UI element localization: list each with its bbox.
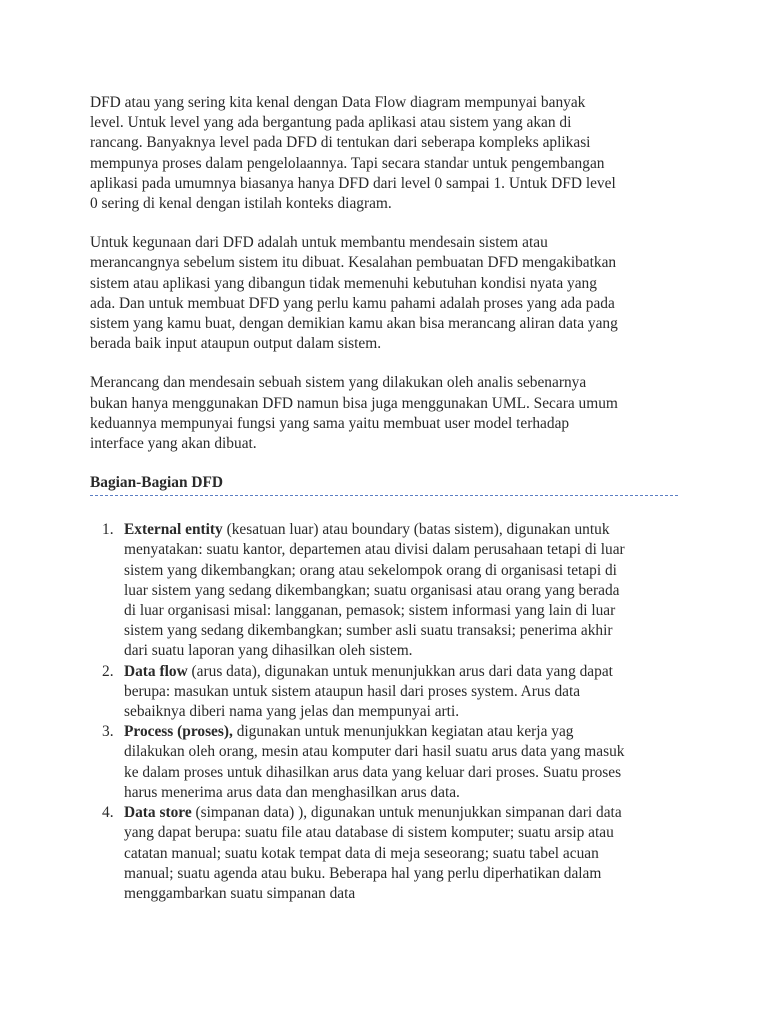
list-item (90, 803, 690, 904)
dfd-components-list (90, 520, 690, 904)
paragraph-2 (90, 233, 690, 354)
list-item-description: digunakan untuk menunjukkan kegiatan atau kerja yag (232, 723, 574, 741)
list-item-term: External entity (124, 521, 223, 539)
list-item (90, 520, 690, 661)
list-item-number: 1. (102, 521, 114, 539)
paragraph-line: DFD atau yang sering kita kenal dengan Data Flow diagram mempunyai banyak (90, 94, 586, 111)
list-item-line: menggambarkan suatu simpanan data (124, 884, 356, 902)
body-paragraphs (90, 93, 690, 454)
paragraph-line: 0 sering di kenal dengan istilah konteks diagram. (90, 195, 392, 213)
list-item-number: 3. (102, 723, 114, 741)
list-item-first-line (124, 722, 690, 742)
list-item-term: Data flow (124, 662, 188, 680)
paragraph-line: ada. Dan untuk membuat DFD yang perlu kamu pahami adalah proses yang ada pada (90, 294, 615, 312)
list-item-line: dilakukan oleh orang, mesin atau komputer dari hasil suatu arus data yang masuk (124, 743, 625, 761)
list-item-line: di luar organisasi misal: langganan, pemasok; sistem informasi yang lain di luar (124, 602, 616, 620)
list-item-description: (simpanan data) ), digunakan untuk menunjukkan simpanan dari data (191, 804, 622, 822)
list-item-line: ke dalam proses untuk dihasilkan arus data yang keluar dari proses. Suatu proses (124, 763, 622, 781)
paragraph-line: sistem atau aplikasi yang dibangun tidak memenuhi kebutuhan kondisi nyata yang (90, 274, 597, 292)
paragraph-line: berada baik input ataupun output dalam sistem. (90, 335, 382, 353)
paragraph-line: aplikasi pada umumnya biasanya hanya DFD dari level 0 sampai 1. Untuk DFD level (90, 174, 616, 192)
paragraph-line: Merancang dan mendesain sebuah sistem yang dilakukan oleh analis sebenarnya (90, 374, 587, 392)
document-page (90, 93, 690, 904)
list-item-first-line (124, 662, 690, 682)
paragraph-3 (90, 373, 690, 454)
paragraph-line: merancangnya sebelum sistem itu dibuat. Kesalahan pembuatan DFD mengakibatkan (90, 254, 617, 272)
list-item-line: menyatakan: suatu kantor, departemen atau divisi dalam perusahaan tetapi di luar (124, 541, 625, 559)
list-item-description: (kesatuan luar) atau boundary (batas sistem), digunakan untuk (222, 521, 610, 539)
list-item-line: sistem yang dikembangkan; orang atau sekelompok orang di organisasi tetapi di (124, 561, 617, 579)
list-item-line: manual; suatu agenda atau buku. Beberapa hal yang perlu diperhatikan dalam (124, 864, 602, 882)
list-item-line: harus menerima arus data dan menghasilkan arus data. (124, 783, 460, 801)
paragraph-line: mempunya proses dalam pengelolaannya. Tapi secara standar untuk pengembangan (90, 154, 605, 172)
list-item-line: catatan manual; suatu kotak tempat data di meja seseorang; suatu tabel acuan (124, 844, 599, 862)
paragraph-line: keduannya mempunyai fungsi yang sama yaitu membuat user model terhadap (90, 414, 570, 432)
list-item-line: luar sistem yang sedang dikembangkan; suatu organisasi atau orang yang berada (124, 581, 620, 599)
list-item-description: (arus data), digunakan untuk menunjukkan arus dari data yang dapat (187, 662, 613, 680)
list-item (90, 722, 690, 803)
paragraph-line: rancang. Banyaknya level pada DFD di tentukan dari seberapa kompleks aplikasi (90, 134, 591, 152)
list-item-first-line (124, 803, 690, 823)
list-item-line: sistem yang sedang dikembangkan; sumber asli suatu transaksi; penerima akhir (124, 622, 613, 640)
list-item-line: yang dapat berupa: suatu file atau database di sistem komputer; suatu arsip atau (124, 824, 614, 842)
list-item-term: Data store (124, 804, 192, 822)
paragraph-line: interface yang akan dibuat. (90, 435, 257, 453)
list-item-number: 4. (102, 804, 114, 822)
list-item-line: sebaiknya diberi nama yang jelas dan mempunyai arti. (124, 703, 460, 721)
list-item-term: Process (proses), (124, 723, 233, 741)
paragraph-line: Untuk kegunaan dari DFD adalah untuk membantu mendesain sistem atau (90, 234, 548, 252)
paragraph-line: bukan hanya menggunakan DFD namun bisa juga menggunakan UML. Secara umum (90, 394, 618, 412)
list-item-number: 2. (102, 662, 114, 680)
paragraph-1 (90, 93, 690, 214)
list-item (90, 662, 690, 723)
section-heading: Bagian-Bagian DFD (90, 473, 678, 496)
list-item-line: dari suatu laporan yang dihasilkan oleh sistem. (124, 642, 413, 660)
paragraph-line: level. Untuk level yang ada bergantung pada aplikasi atau sistem yang akan di (90, 114, 572, 132)
list-item-first-line (124, 520, 690, 540)
list-item-line: berupa: masukan untuk sistem ataupun hasil dari proses system. Arus data (124, 682, 581, 700)
paragraph-line: sistem yang kamu buat, dengan demikian kamu akan bisa merancang aliran data yang (90, 315, 618, 333)
